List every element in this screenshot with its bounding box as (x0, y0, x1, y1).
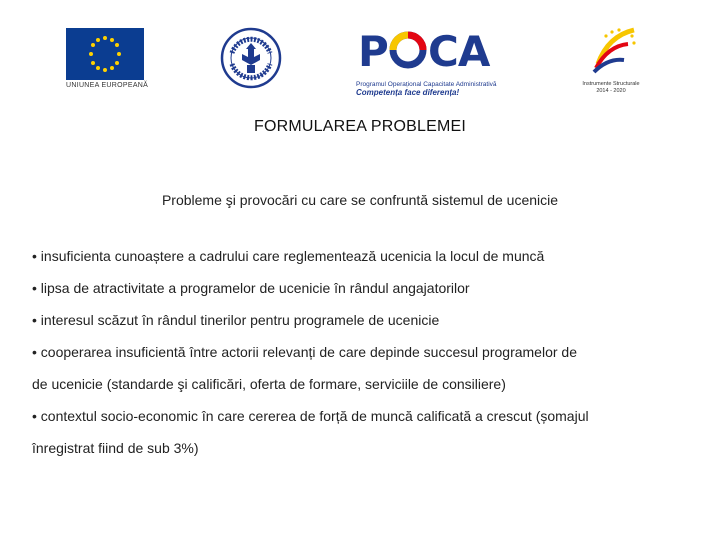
eu-stars-icon (66, 28, 144, 80)
poca-logo (356, 28, 502, 97)
poca-slogan: Competența face diferența! (356, 88, 460, 97)
poca-wordmark-icon (356, 28, 502, 72)
list-item: • cooperarea insuficientă între actorii relevanți de care depinde succesul programelor de (32, 344, 577, 360)
eu-caption: UNIUNEA EUROPEANĂ (66, 82, 149, 89)
poca-wordmark (356, 28, 502, 79)
svg-text:CA: CA (428, 28, 490, 72)
list-item-continuation: de ucenicie (standarde şi calificări, oferta de formare, serviciile de consiliere) (32, 376, 506, 392)
slide-subtitle: Probleme şi provocări cu care se confruntă sistemul de ucenicie (161, 192, 559, 208)
government-seal-icon (220, 27, 282, 89)
list-item: • insuficienta cunoaștere a cadrului care reglementează ucenicia la locul de muncă (32, 248, 545, 264)
structural-instruments-period: 2014 - 2020 (596, 88, 626, 94)
slide-title: FORMULAREA PROBLEMEI (253, 118, 467, 135)
poca-subtitle: Programul Operațional Capacitate Administrativă (356, 81, 497, 88)
government-seal (220, 27, 282, 89)
list-item: • interesul scăzut în rândul tinerilor pentru programele de ucenicie (32, 312, 440, 328)
eu-flag (66, 28, 144, 80)
list-item-continuation: înregistrat fiind de sub 3%) (32, 440, 199, 456)
bullet-list (32, 240, 712, 464)
structural-instruments-caption: Instrumente Structurale (582, 81, 640, 87)
svg-text:P: P (358, 28, 388, 72)
list-item: • lipsa de atractivitate a programelor de ucenicie în rândul angajatorilor (32, 280, 470, 296)
eu-logo (66, 28, 149, 94)
list-item: • contextul socio-economic în care cererea de forță de muncă calificată a crescut (șomajul (32, 408, 589, 424)
structural-instruments-icon (576, 24, 646, 76)
logo-header (0, 0, 720, 100)
structural-instruments-logo (576, 24, 646, 94)
